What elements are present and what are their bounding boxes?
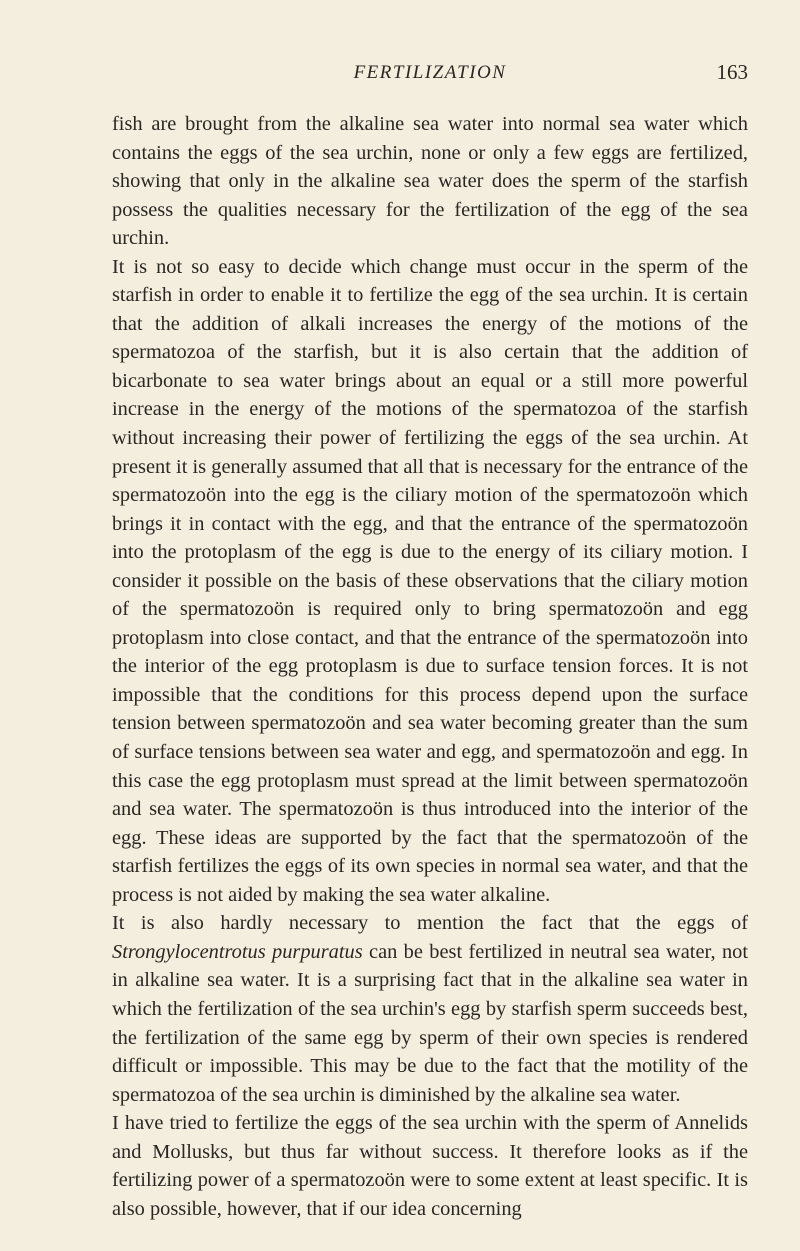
- paragraph-strongylocentrotus: [112, 909, 748, 1109]
- paragraph-text-after: can be best fertilized in neutral sea water, not in alkaline sea water. It is a surprising fact that in the alkaline sea water in which the fertilization of the sea urchin's egg by starfish sperm succeeds best, the fertilization of the same egg by sperm of their own species is rendered difficult or impossible. This may be due to the fact that the motility of the spermatozoa of the sea urchin is diminished by the alkaline sea water.: [112, 940, 749, 1106]
- paragraph-annelids-mollusks: I have tried to fertilize the eggs of the sea urchin with the sperm of Annelids and Mollusks, but thus far without success. It therefore looks as if the fertilizing power of a spermatozoön were to some extent at least specific. It is also possible, however, that if our idea concerning: [112, 1112, 748, 1220]
- running-head: [112, 62, 748, 96]
- body-text: [112, 110, 748, 1223]
- page-number: 163: [716, 60, 748, 84]
- running-title: FERTILIZATION: [353, 62, 507, 83]
- paragraph-continuation: fish are brought from the alkaline sea water into normal sea water which contains the eggs of the sea urchin, none or only a few eggs are fertilized, showing that only in the alkaline sea water does the sperm of the starfish possess the qualities necessary for the fertilization of the egg of the sea urchin.: [112, 113, 748, 250]
- paragraph-text-before: It is also hardly necessary to mention the fact that the eggs of: [112, 912, 748, 935]
- paragraph-sperm-entrance: It is not so easy to decide which change must occur in the sperm of the starfish in order to enable it to fertilize the egg of the sea urchin. It is certain that the addition of alkali increases the energy of the motions of the spermatozoa of the starfish, but it is also certain that the addition of bicarbonate to sea water brings about an equal or a still more powerful increase in the energy of the motions of the spermatozoa of the starfish without increasing their power of fertilizing the eggs of the sea urchin. At present it is generally assumed that all that is necessary for the entrance of the spermatozoön into the egg is the ciliary motion of the spermatozoön which brings it in contact with the egg, and that the entrance of the spermatozoön into the protoplasm of the egg is due to the energy of its ciliary motion. I consider it possible on the basis of these observations that the ciliary motion of the spermatozoön is required only to bring spermatozoön and egg protoplasm into close contact, and that the entrance of the spermatozoön into the interior of the egg protoplasm is due to surface tension forces. It is not impossible that the conditions for this process depend upon the surface tension between spermatozoön and sea water becoming greater than the sum of surface tensions between sea water and egg, and spermatozoön and egg. In this case the egg protoplasm must spread at the limit between spermatozoön and sea water. The spermatozoön is thus introduced into the interior of the egg. These ideas are supported by the fact that the spermatozoön of the starfish fertilizes the eggs of its own species in normal sea water, and that the process is not aided by making the sea water alkaline.: [112, 255, 748, 906]
- species-name: Strongylocentrotus purpuratus: [112, 940, 363, 963]
